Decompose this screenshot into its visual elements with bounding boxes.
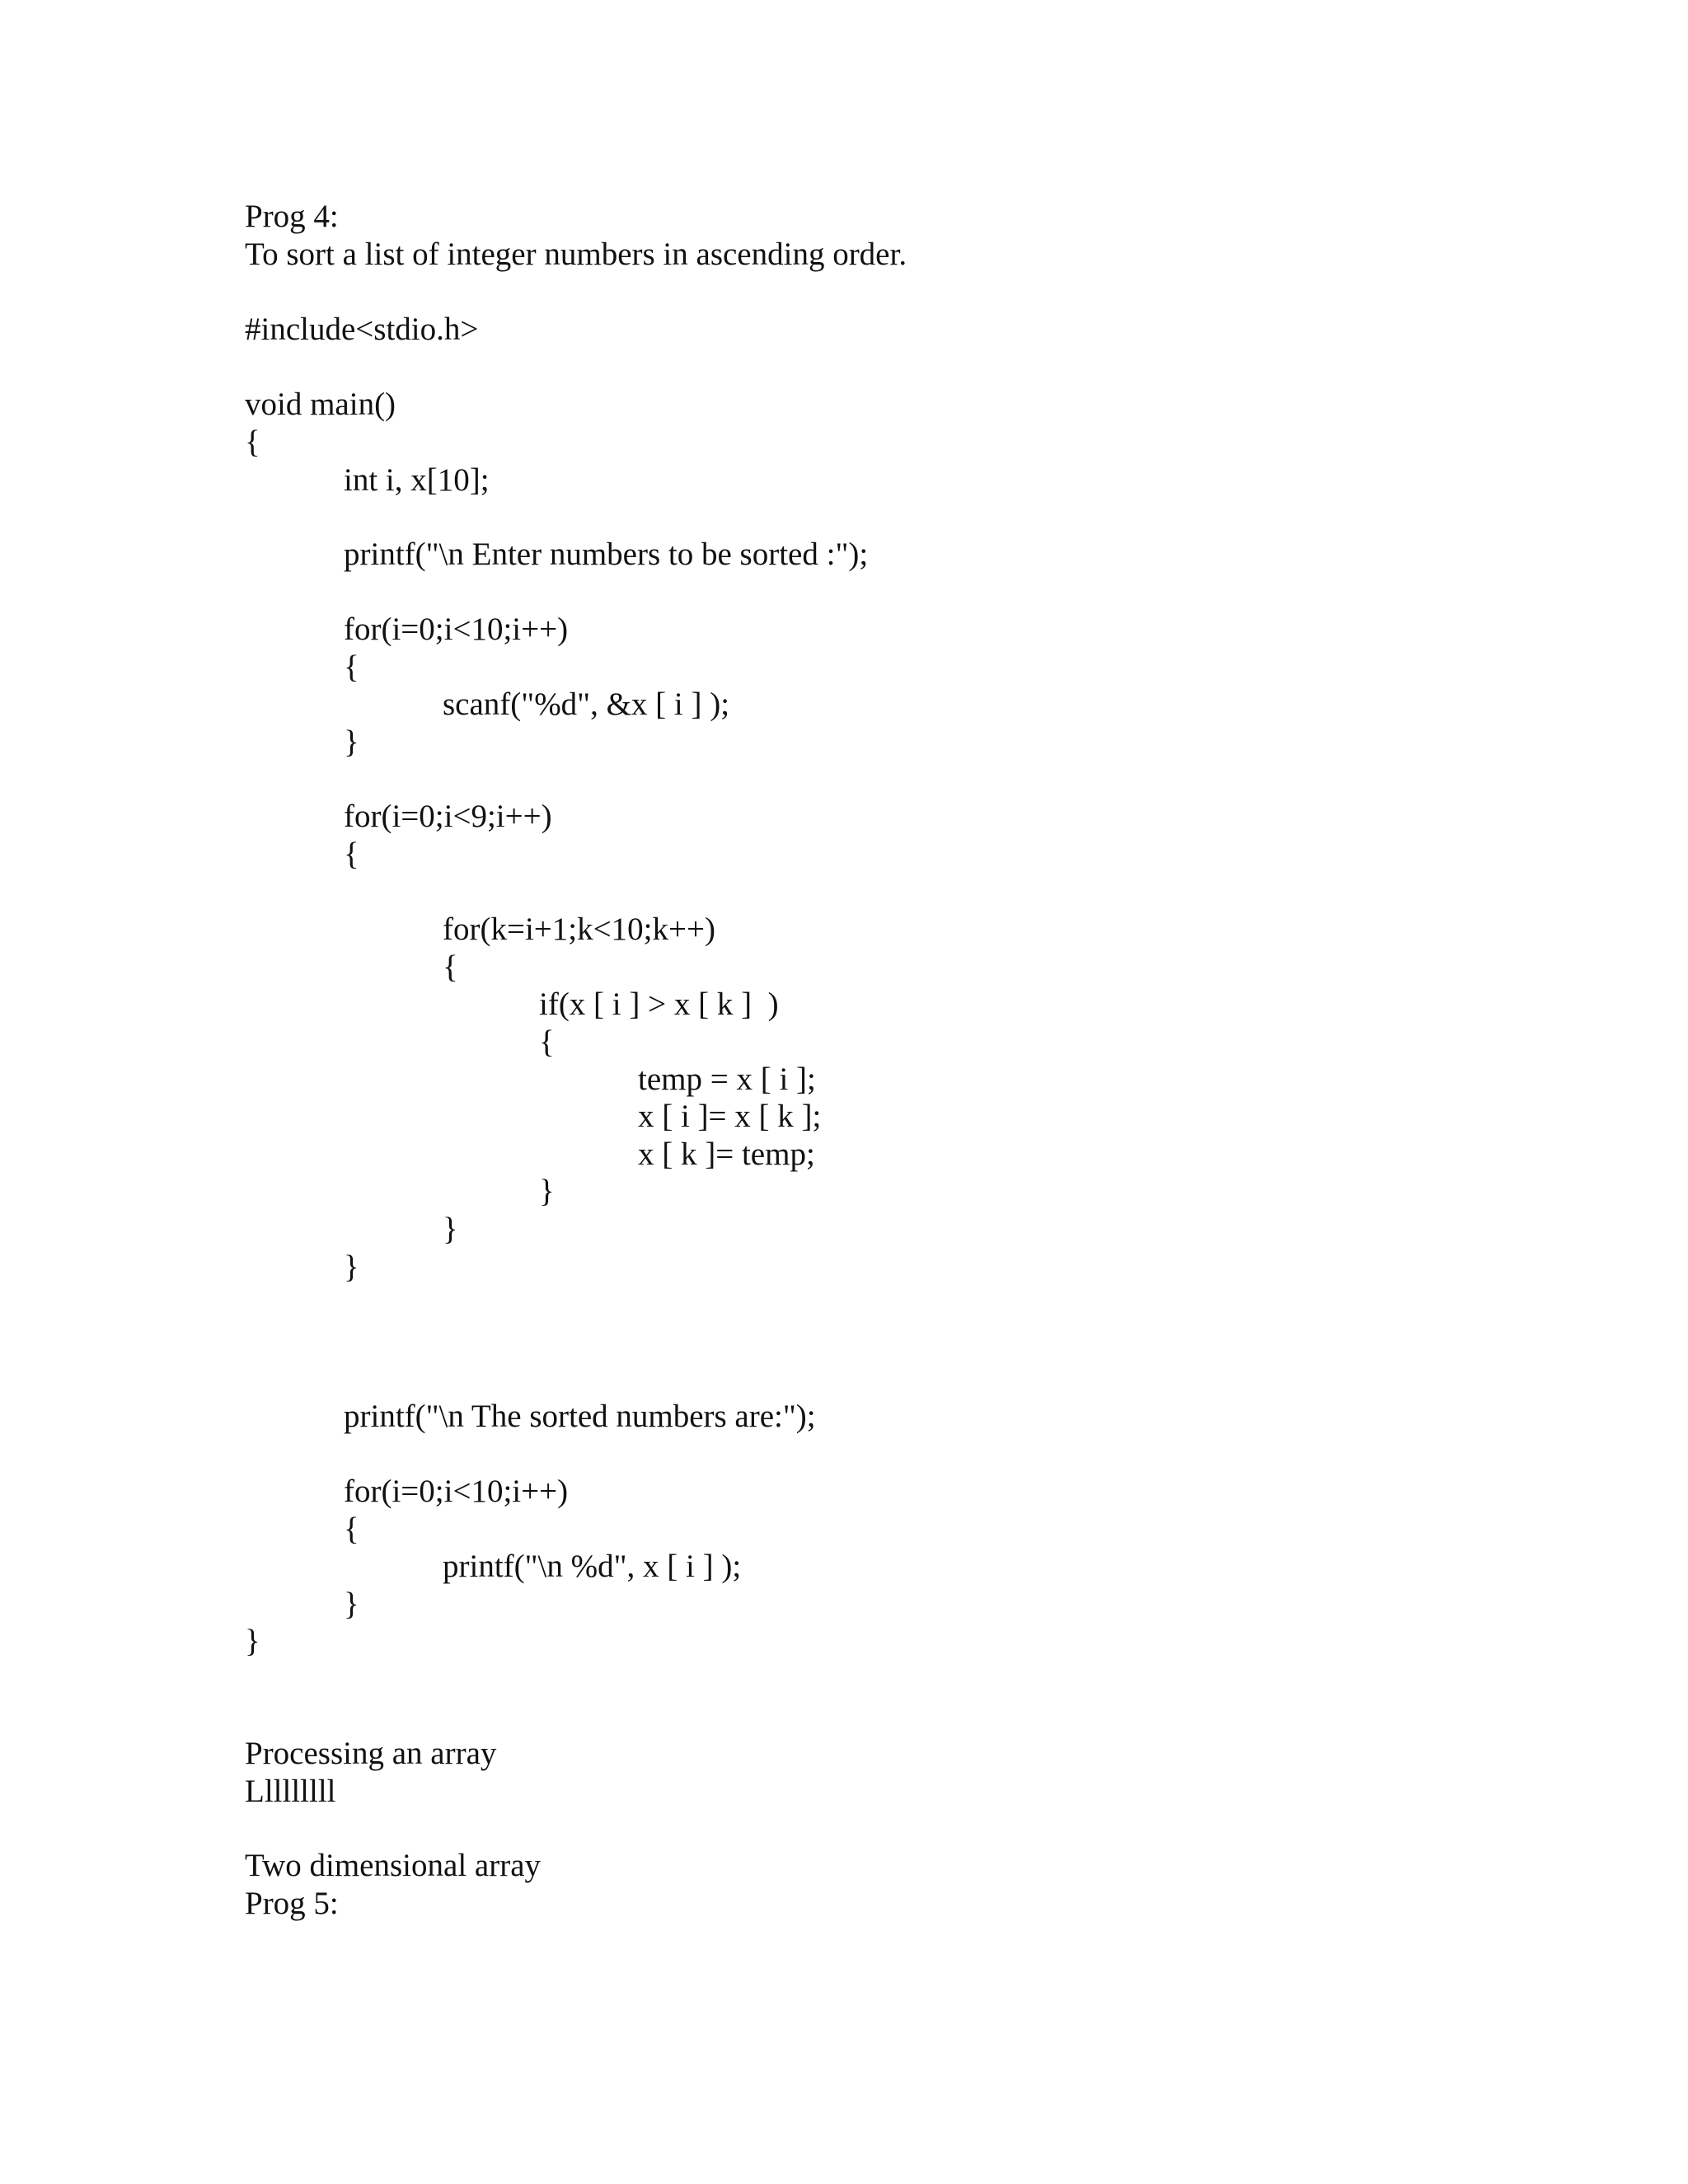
note-next-program-title: Prog 5: bbox=[245, 1886, 339, 1921]
code-swap-line-2: x [ i ]= x [ k ]; bbox=[638, 1099, 822, 1134]
code-outer-loop-close-brace: } bbox=[344, 1249, 359, 1285]
code-swap-line-3: x [ k ]= temp; bbox=[638, 1137, 815, 1172]
code-output-printf: printf("\n %d", x [ i ] ); bbox=[443, 1549, 742, 1584]
code-inner-loop-header: for(k=i+1;k<10;k++) bbox=[443, 912, 715, 947]
note-filler-text: Lllllllll bbox=[245, 1774, 336, 1809]
code-prompt-printf: printf("\n Enter numbers to be sorted :"); bbox=[344, 537, 869, 572]
program-description: To sort a list of integer numbers in ascending order. bbox=[245, 237, 907, 272]
code-output-loop-close-brace: } bbox=[344, 1586, 359, 1622]
code-if-close-brace: } bbox=[539, 1174, 555, 1209]
code-declaration: int i, x[10]; bbox=[344, 462, 490, 498]
code-if-open-brace: { bbox=[539, 1024, 555, 1060]
code-main-open-brace: { bbox=[245, 424, 260, 460]
code-inner-loop-close-brace: } bbox=[443, 1212, 458, 1247]
code-include-line: #include<stdio.h> bbox=[245, 312, 479, 347]
code-input-loop-header: for(i=0;i<10;i++) bbox=[344, 612, 569, 647]
code-inner-loop-open-brace: { bbox=[443, 949, 458, 985]
code-outer-loop-header: for(i=0;i<9;i++) bbox=[344, 799, 552, 834]
code-main-signature: void main() bbox=[245, 387, 396, 422]
code-if-condition: if(x [ i ] > x [ k ] ) bbox=[539, 987, 779, 1022]
code-swap-line-1: temp = x [ i ]; bbox=[638, 1062, 816, 1097]
code-main-close-brace: } bbox=[245, 1624, 260, 1659]
note-processing-array: Processing an array bbox=[245, 1736, 497, 1771]
code-output-loop-header: for(i=0;i<10;i++) bbox=[344, 1474, 569, 1509]
code-output-loop-open-brace: { bbox=[344, 1511, 359, 1547]
code-outer-loop-open-brace: { bbox=[344, 837, 359, 872]
code-input-scanf: scanf("%d", &x [ i ] ); bbox=[443, 687, 730, 722]
code-result-printf: printf("\n The sorted numbers are:"); bbox=[344, 1399, 816, 1434]
program-title: Prog 4: bbox=[245, 199, 339, 234]
code-input-loop-close-brace: } bbox=[344, 724, 359, 760]
code-input-loop-open-brace: { bbox=[344, 649, 359, 685]
note-two-dimensional-array: Two dimensional array bbox=[245, 1848, 541, 1883]
